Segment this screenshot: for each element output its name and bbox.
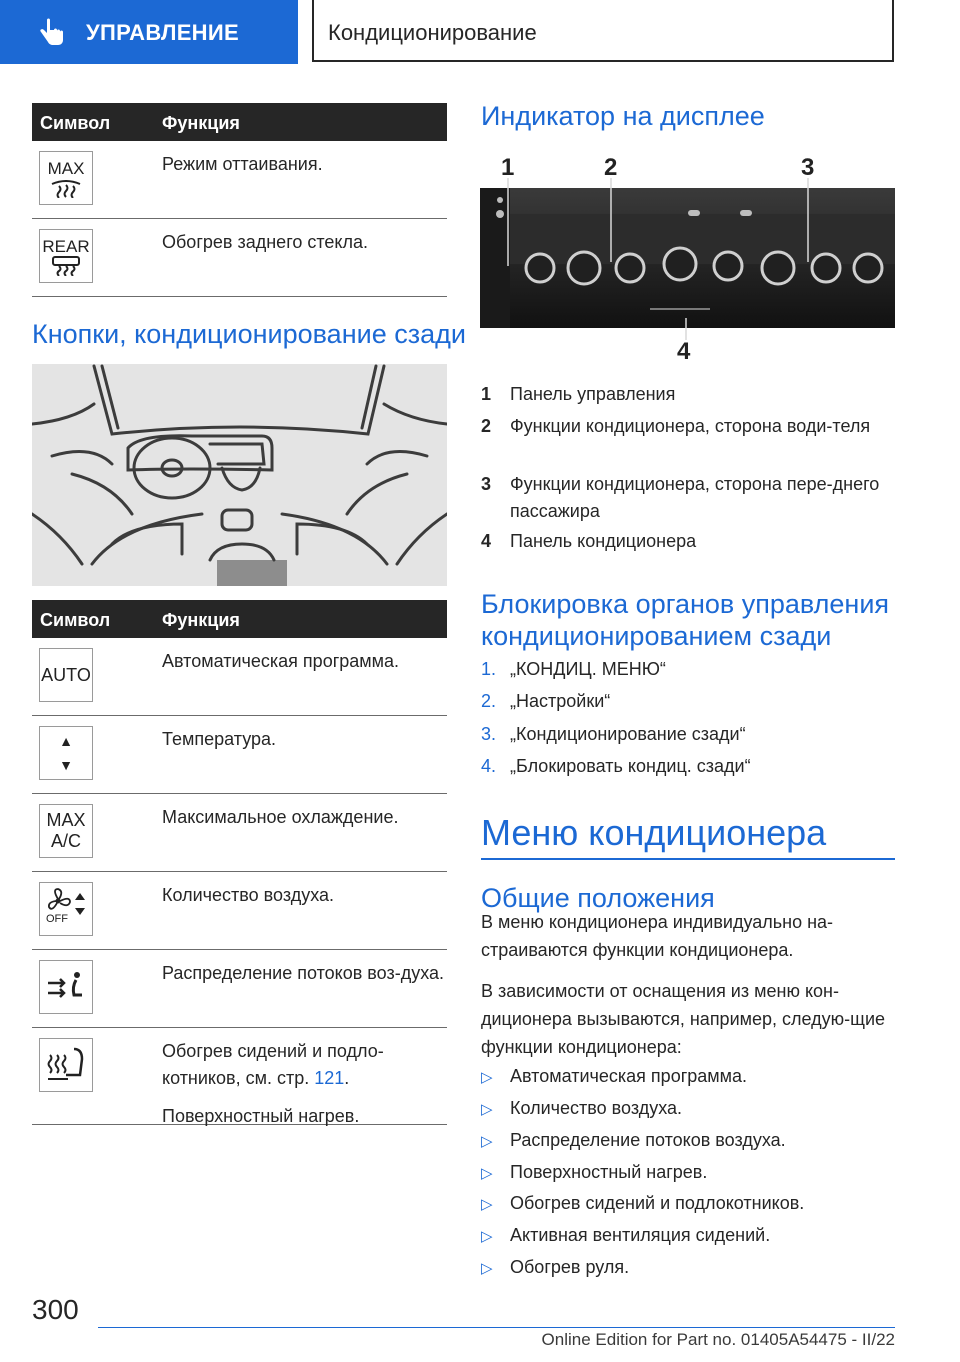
menu-paragraph-2: В зависимости от оснащения из меню кон-диционера вызываются, например, следую-щие функции кондиционера: bbox=[481, 981, 886, 1057]
air-flow-glyph bbox=[46, 969, 86, 1005]
table-row bbox=[32, 219, 447, 297]
rear-window-defrost-glyph bbox=[49, 256, 83, 276]
bullet-triangle-icon: ▷ bbox=[481, 1069, 493, 1086]
step-number: 2. bbox=[481, 691, 497, 711]
windshield-defrost-glyph bbox=[49, 178, 83, 198]
legend-number: 2 bbox=[481, 416, 492, 436]
icon-label: A/C bbox=[50, 831, 81, 851]
function-desc-text: Обогрев сидений и подло-котников, см. стр. bbox=[162, 1041, 384, 1088]
seat-heating-icon bbox=[39, 1038, 93, 1092]
footer-rule bbox=[98, 1327, 895, 1328]
col-function: Функция bbox=[162, 610, 240, 630]
arrow-up-icon: ▲ bbox=[59, 733, 73, 749]
table-row bbox=[32, 1028, 447, 1125]
symbol-table-2 bbox=[32, 600, 447, 1125]
max-ac-icon bbox=[39, 804, 93, 858]
function-text bbox=[162, 1038, 447, 1130]
table-row bbox=[32, 950, 447, 1028]
function-text bbox=[162, 804, 447, 831]
icon-label: AUTO bbox=[41, 664, 91, 685]
table-header bbox=[32, 600, 447, 638]
menu-paragraph-1: В меню кондиционера индивидуально на-страиваются функции кондиционера. bbox=[481, 912, 834, 960]
legend-number: 1 bbox=[481, 384, 492, 404]
function-desc bbox=[162, 1038, 447, 1092]
function-text bbox=[162, 960, 447, 987]
climate-display-image bbox=[480, 150, 895, 362]
function-text bbox=[162, 648, 447, 675]
function-text bbox=[162, 229, 447, 256]
display-indicator-heading: Индикатор на дисплее bbox=[481, 101, 765, 131]
function-desc: Температура. bbox=[162, 729, 277, 749]
icon-label: MAX bbox=[46, 810, 86, 830]
rear-buttons-heading: Кнопки, кондиционирование сзади bbox=[32, 319, 466, 349]
lock-heading: Блокировка органов управления кондиционированием сзади bbox=[481, 589, 890, 651]
bullet-triangle-icon: ▷ bbox=[481, 1165, 493, 1182]
chapter-title: Кондиционирование bbox=[328, 20, 537, 45]
legend-text: Функции кондиционера, сторона пере-днего пассажира bbox=[510, 474, 880, 521]
table-row bbox=[32, 141, 447, 219]
legend-number: 3 bbox=[481, 474, 492, 494]
table-header bbox=[32, 103, 447, 141]
off-label: OFF bbox=[46, 913, 68, 925]
bullet-triangle-icon: ▷ bbox=[481, 1133, 493, 1150]
function-text bbox=[162, 151, 447, 178]
fan-speed-glyph bbox=[40, 883, 92, 935]
function-desc: Автоматическая программа. bbox=[162, 651, 400, 671]
legend-text: Панель кондиционера bbox=[510, 531, 697, 551]
chapter-header bbox=[312, 0, 894, 62]
legend-number: 4 bbox=[481, 531, 492, 551]
function-desc: Распределение потоков воз-духа. bbox=[162, 963, 445, 983]
list-item-text: Обогрев руля. bbox=[510, 1257, 630, 1277]
section-tab[interactable] bbox=[0, 0, 298, 64]
callout-2: 2 bbox=[604, 154, 618, 181]
bullet-triangle-icon: ▷ bbox=[481, 1196, 493, 1213]
table-row bbox=[32, 716, 447, 794]
bullet-triangle-icon: ▷ bbox=[481, 1260, 493, 1277]
legend-text: Панель управления bbox=[510, 384, 676, 404]
page-reference-link[interactable]: 121 bbox=[314, 1068, 345, 1088]
col-function: Функция bbox=[162, 113, 240, 133]
step-number: 3. bbox=[481, 724, 497, 744]
symbol-table-1 bbox=[32, 103, 447, 297]
rear-cabin-illustration bbox=[32, 364, 447, 586]
list-item-text: Распределение потоков воздуха. bbox=[510, 1130, 786, 1150]
heading-rule bbox=[481, 858, 895, 860]
callout-3: 3 bbox=[801, 154, 815, 181]
callout-1: 1 bbox=[501, 154, 515, 181]
function-desc: Обогрев заднего стекла. bbox=[162, 232, 369, 252]
menu-heading: Меню кондиционера bbox=[481, 812, 827, 853]
list-item-text: Активная вентиляция сидений. bbox=[510, 1225, 771, 1245]
col-symbol: Символ bbox=[40, 113, 111, 133]
icon-label: REAR bbox=[42, 236, 90, 256]
callout-4: 4 bbox=[677, 338, 691, 365]
function-desc: Количество воздуха. bbox=[162, 885, 335, 905]
function-text bbox=[162, 882, 447, 909]
bullet-triangle-icon: ▷ bbox=[481, 1228, 493, 1245]
legend-text: Функции кондиционера, сторона води-теля bbox=[510, 416, 871, 436]
step-text: „Кондиционирование сзади“ bbox=[510, 724, 746, 744]
hand-pointer-icon bbox=[38, 18, 64, 46]
table-row bbox=[32, 872, 447, 950]
function-desc: Максимальное охлаждение. bbox=[162, 807, 399, 827]
step-number: 4. bbox=[481, 756, 497, 776]
step-text: „КОНДИЦ. МЕНЮ“ bbox=[510, 659, 666, 679]
air-distribution-icon bbox=[39, 960, 93, 1014]
section-title: УПРАВЛЕНИЕ bbox=[86, 20, 239, 45]
list-item-text: Обогрев сидений и подлокотников. bbox=[510, 1193, 805, 1213]
icon-label: MAX bbox=[47, 158, 85, 178]
list-item-text: Поверхностный нагрев. bbox=[510, 1162, 708, 1182]
general-subheading: Общие положения bbox=[481, 883, 715, 913]
function-desc: Режим оттаивания. bbox=[162, 154, 323, 174]
step-text: „Настройки“ bbox=[510, 691, 611, 711]
temperature-arrows-icon bbox=[39, 726, 93, 780]
rear-defrost-icon bbox=[39, 229, 93, 283]
function-text bbox=[162, 726, 447, 753]
step-text: „Блокировать кондиц. сзади“ bbox=[510, 756, 751, 776]
list-item-text: Количество воздуха. bbox=[510, 1098, 683, 1118]
fan-icon bbox=[39, 882, 93, 936]
arrow-down-icon: ▼ bbox=[59, 757, 73, 773]
col-symbol: Символ bbox=[40, 610, 111, 630]
page-number: 300 bbox=[32, 1294, 79, 1325]
table-row bbox=[32, 794, 447, 872]
display-screenshot bbox=[480, 150, 895, 365]
auto-icon bbox=[39, 648, 93, 702]
table-row bbox=[32, 638, 447, 716]
step-number: 1. bbox=[481, 659, 497, 679]
defrost-icon bbox=[39, 151, 93, 205]
heated-seat-glyph bbox=[44, 1045, 88, 1085]
bullet-triangle-icon: ▷ bbox=[481, 1101, 493, 1118]
function-desc-2: Поверхностный нагрев. bbox=[162, 1106, 360, 1126]
edition-note: Online Edition for Part no. 01405A54475 - II/22 bbox=[541, 1330, 895, 1349]
function-desc-end: . bbox=[344, 1068, 350, 1088]
list-item-text: Автоматическая программа. bbox=[510, 1066, 748, 1086]
